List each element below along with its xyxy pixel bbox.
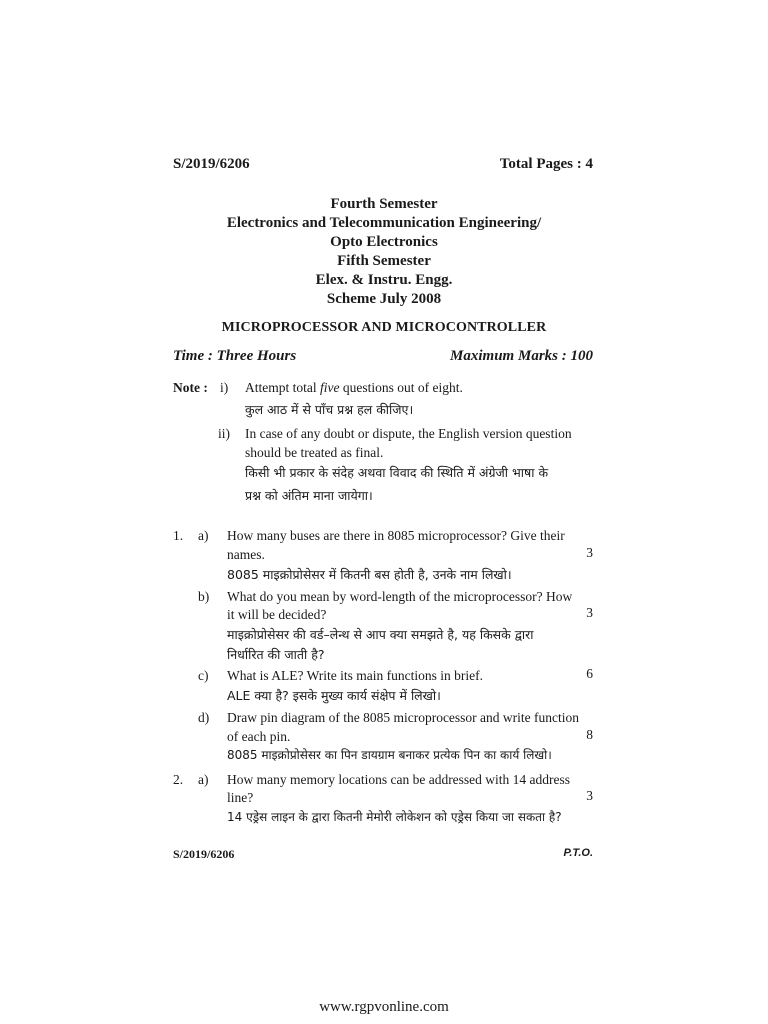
question-text: How many memory locations can be addressed with 14 address	[227, 772, 571, 787]
question-text: What is ALE? Write its main functions in brief.	[227, 668, 484, 683]
question-text: What do you mean by word-length of the microprocessor? How	[227, 589, 573, 604]
total-pages: Total Pages : 4	[499, 156, 593, 172]
question-text: it will be decided?	[227, 607, 327, 622]
question-number: 1.	[173, 528, 184, 543]
question-text: of each pin.	[227, 729, 291, 744]
note-item-num: i)	[220, 380, 229, 395]
question-hindi: 14 एड्रेस लाइन के द्वारा कितनी मेमोरी लोकेशन को एड्रेस किया जा सकता है?	[227, 810, 562, 824]
note-item-num: ii)	[218, 426, 230, 441]
question-hindi: निर्धारित की जाती है?	[227, 647, 325, 662]
question-number: 2.	[173, 772, 184, 787]
question-hindi: माइक्रोप्रोसेसर की वर्ड–लेन्थ से आप क्या समझते है, यह किसके द्वारा	[227, 627, 534, 642]
question-marks: 3	[586, 605, 593, 620]
title-line: Electronics and Telecommunication Engineering/	[226, 215, 542, 231]
sub-question-label: d)	[198, 710, 210, 725]
paper-code: S/2019/6206	[173, 156, 250, 172]
subject-title: MICROPROCESSOR AND MICROCONTROLLER	[221, 320, 547, 335]
website-link[interactable]: www.rgpvonline.com	[319, 999, 449, 1015]
note-item-hindi: कुल आठ में से पाँच प्रश्न हल कीजिए।	[245, 402, 414, 417]
maximum-marks: Maximum Marks : 100	[450, 348, 593, 364]
note-item-text: should be treated as final.	[245, 445, 384, 460]
course-title-block	[0, 195, 768, 309]
note-item-hindi: किसी भी प्रकार के संदेह अथवा विवाद की स्थिति में अंग्रेजी भाषा के	[245, 465, 549, 480]
note-item-text: In case of any doubt or dispute, the English version question	[245, 426, 572, 441]
note-item-hindi: प्रश्न को अंतिम माना जायेगा।	[245, 488, 373, 503]
question-marks: 3	[586, 545, 593, 560]
sub-question-label: a)	[198, 772, 209, 787]
sub-question-label: b)	[198, 589, 210, 604]
question-marks: 3	[586, 788, 593, 803]
question-marks: 6	[586, 666, 593, 681]
note-label: Note :	[173, 380, 208, 395]
sub-question-label: a)	[198, 528, 209, 543]
pto-label: P.T.O.	[563, 847, 593, 859]
title-line: Opto Electronics	[330, 234, 438, 250]
title-line: Elex. & Instru. Engg.	[315, 272, 453, 288]
question-text: Draw pin diagram of the 8085 microprocessor and write function	[227, 710, 580, 725]
footer-code: S/2019/6206	[173, 847, 235, 861]
question-hindi: ALE क्या है? इसके मुख्य कार्य संक्षेप में लिखो।	[227, 688, 441, 703]
title-line: Fourth Semester	[330, 196, 438, 212]
time-marks-row	[173, 348, 593, 365]
question-text: How many buses are there in 8085 microprocessor? Give their	[227, 528, 565, 543]
question-text: line?	[227, 790, 254, 805]
question-text: names.	[227, 547, 265, 562]
time-allowed: Time : Three Hours	[173, 348, 297, 364]
note-item-text: Attempt total five questions out of eight.	[245, 380, 463, 395]
page-footer	[173, 847, 593, 862]
sub-question-label: c)	[198, 668, 209, 683]
question-hindi: 8085 माइक्रोप्रोसेसर का पिन डायग्राम बनाकर प्रत्येक पिन का कार्य लिखो।	[227, 748, 552, 762]
page-header	[173, 156, 593, 173]
title-line: Fifth Semester	[337, 253, 431, 269]
question-marks: 8	[586, 727, 593, 742]
question-hindi: 8085 माइक्रोप्रोसेसर में कितनी बस होती है, उनके नाम लिखो।	[227, 567, 512, 582]
title-line: Scheme July 2008	[326, 291, 442, 307]
